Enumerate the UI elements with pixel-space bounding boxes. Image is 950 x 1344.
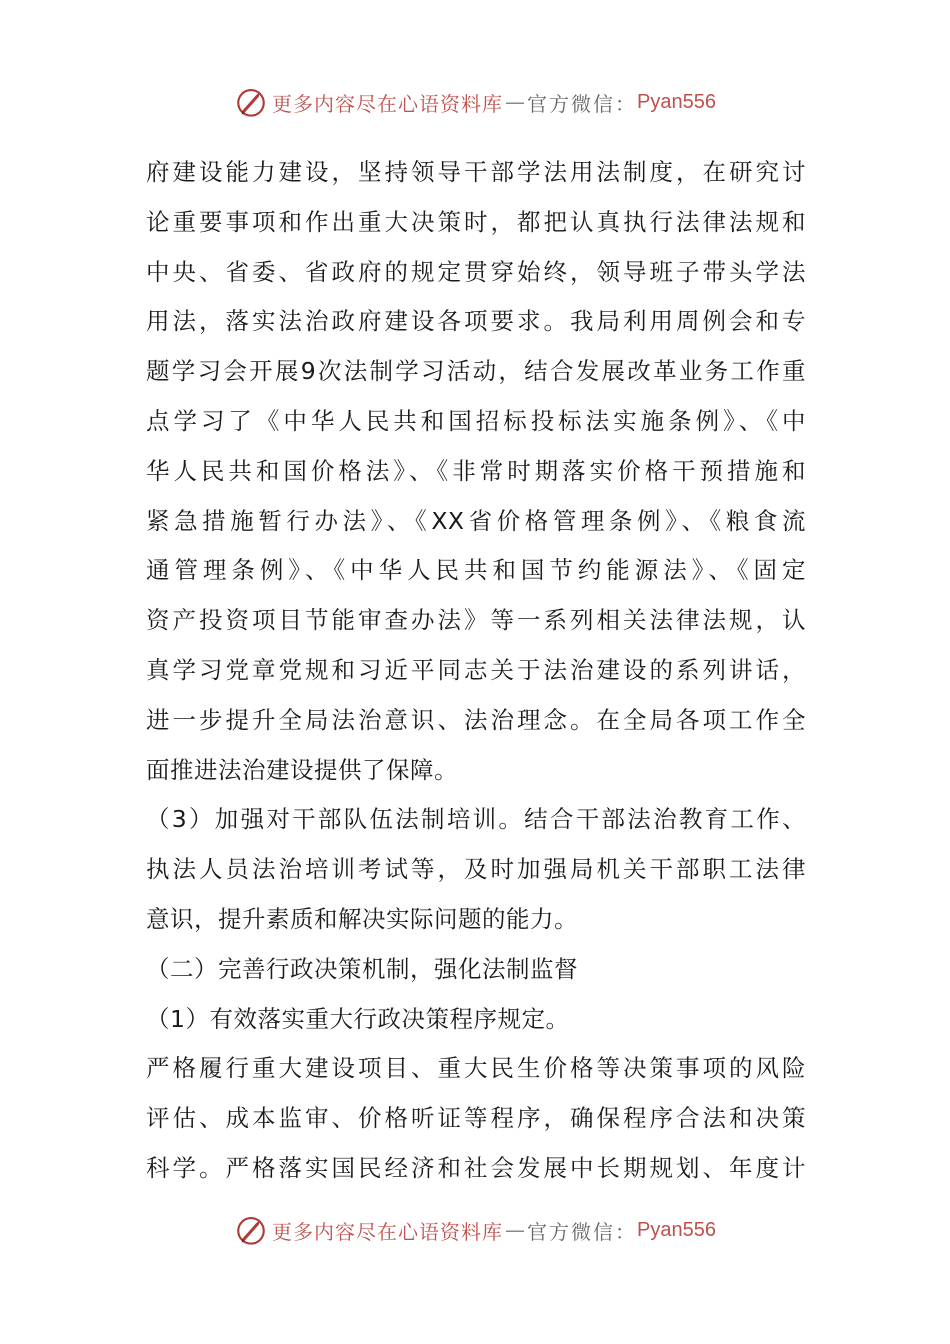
banner-wechat-label: 官方微信：	[527, 91, 638, 116]
text-line: 华人民共和国价格法》、《非常时期落实价格干预措施和	[146, 456, 806, 485]
text-line: 评估、成本监审、价格听证等程序，确保程序合法和决策	[146, 1104, 806, 1133]
text-line: 紧急措施暂行办法》、《XX省价格管理条例》、《粮食流	[146, 506, 806, 535]
banner-dash: —	[505, 90, 526, 114]
text-line: 真学习党章党规和习近平同志关于法治建设的系列讲话，	[146, 655, 806, 684]
text-line: （1）有效落实重大行政决策程序规定。	[146, 1004, 570, 1033]
banner-slogan: 更多内容尽在心语资料库	[272, 91, 504, 116]
text-line: 科学。严格落实国民经济和社会发展中长期规划、年度计	[146, 1153, 806, 1182]
text-line: 府建设能力建设，坚持领导干部学法用法制度，在研究讨	[146, 158, 806, 186]
footer-banner	[0, 1210, 950, 1250]
text-line: 严格履行重大建设项目、重大民生价格等决策事项的风险	[146, 1054, 806, 1083]
text-line: 面推进法治建设提供了保障。	[146, 755, 458, 784]
document-body	[146, 148, 806, 1194]
text-line: 中央、省委、省政府的规定贯穿始终，领导班子带头学法	[146, 257, 806, 286]
pen-logo-icon	[234, 85, 268, 119]
banner-wechat-id: Pyan556	[637, 1218, 716, 1241]
text-line: 意识，提升素质和解决实际问题的能力。	[146, 904, 578, 933]
text-line: 进一步提升全局法治意识、法治理念。在全局各项工作全	[146, 705, 806, 734]
text-line: （3）加强对干部队伍法制培训。结合干部法治教育工作、	[146, 805, 806, 834]
banner-dash: —	[505, 1218, 526, 1242]
banner-wechat-id: Pyan556	[637, 90, 716, 113]
text-line: 资产投资项目节能审查办法》等一系列相关法律法规，认	[146, 606, 806, 635]
text-line: 论重要事项和作出重大决策时，都把认真执行法律法规和	[146, 207, 806, 236]
text-line: 执法人员法治培训考试等，及时加强局机关干部职工法律	[146, 855, 806, 884]
pen-logo-icon	[234, 1213, 268, 1247]
text-line: 题学习会开展9次法制学习活动，结合发展改革业务工作重	[146, 357, 806, 386]
text-line: （二）完善行政决策机制，强化法制监督	[146, 954, 578, 983]
header-banner	[0, 82, 950, 122]
banner-slogan: 更多内容尽在心语资料库	[272, 1219, 504, 1244]
text-line: 用法，落实法治政府建设各项要求。我局利用周例会和专	[146, 307, 806, 336]
banner-wechat-label: 官方微信：	[527, 1219, 638, 1244]
text-line: 通管理条例》、《中华人民共和国节约能源法》、《固定	[146, 556, 806, 585]
text-line: 点学习了《中华人民共和国招标投标法实施条例》、《中	[146, 406, 806, 435]
